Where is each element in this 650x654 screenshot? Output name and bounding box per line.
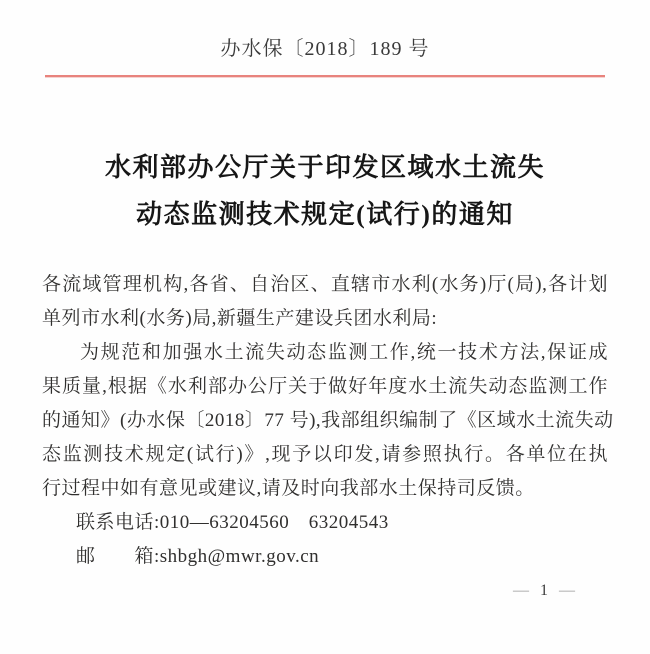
page-number xyxy=(513,582,575,600)
contact-email: 邮 箱:shbgh@mwr.gov.cn xyxy=(76,546,320,567)
recipients-line-2: 单列市水利(水务)局,新疆生产建设兵团水利局: xyxy=(42,308,438,329)
title-line-1: 水利部办公厅关于印发区域水土流失 xyxy=(104,153,545,182)
main-paragraph-line-4: 态监测技术规定(试行)》,现予以印发,请参照执行。各单位在执 xyxy=(42,444,608,465)
main-paragraph-line-1: 为规范和加强水土流失动态监测工作,统一技术方法,保证成 xyxy=(80,342,608,363)
title-line-2: 动态监测技术规定(试行)的通知 xyxy=(136,200,514,229)
recipients-line-1: 各流域管理机构,各省、自治区、直辖市水利(水务)厅(局),各计划 xyxy=(42,274,608,295)
doc-number: 办水保〔2018〕189 号 xyxy=(220,38,430,60)
document-title xyxy=(42,144,608,238)
red-divider-line xyxy=(45,75,605,77)
contact-phone: 联系电话:010—63204560 63204543 xyxy=(76,512,389,533)
main-paragraph-line-5: 行过程中如有意见或建议,请及时向我部水土保持司反馈。 xyxy=(42,478,535,499)
main-paragraph-line-2: 果质量,根据《水利部办公厅关于做好年度水土流失动态监测工作 xyxy=(42,376,608,397)
footer-dash-right: — xyxy=(559,582,575,599)
document-body xyxy=(42,268,614,574)
footer-page-numeral: 1 xyxy=(540,582,548,599)
footer-dash-left: — xyxy=(513,582,529,599)
main-paragraph-line-3: 的通知》(办水保〔2018〕77 号),我部组织编制了《区域水土流失动 xyxy=(42,410,614,431)
